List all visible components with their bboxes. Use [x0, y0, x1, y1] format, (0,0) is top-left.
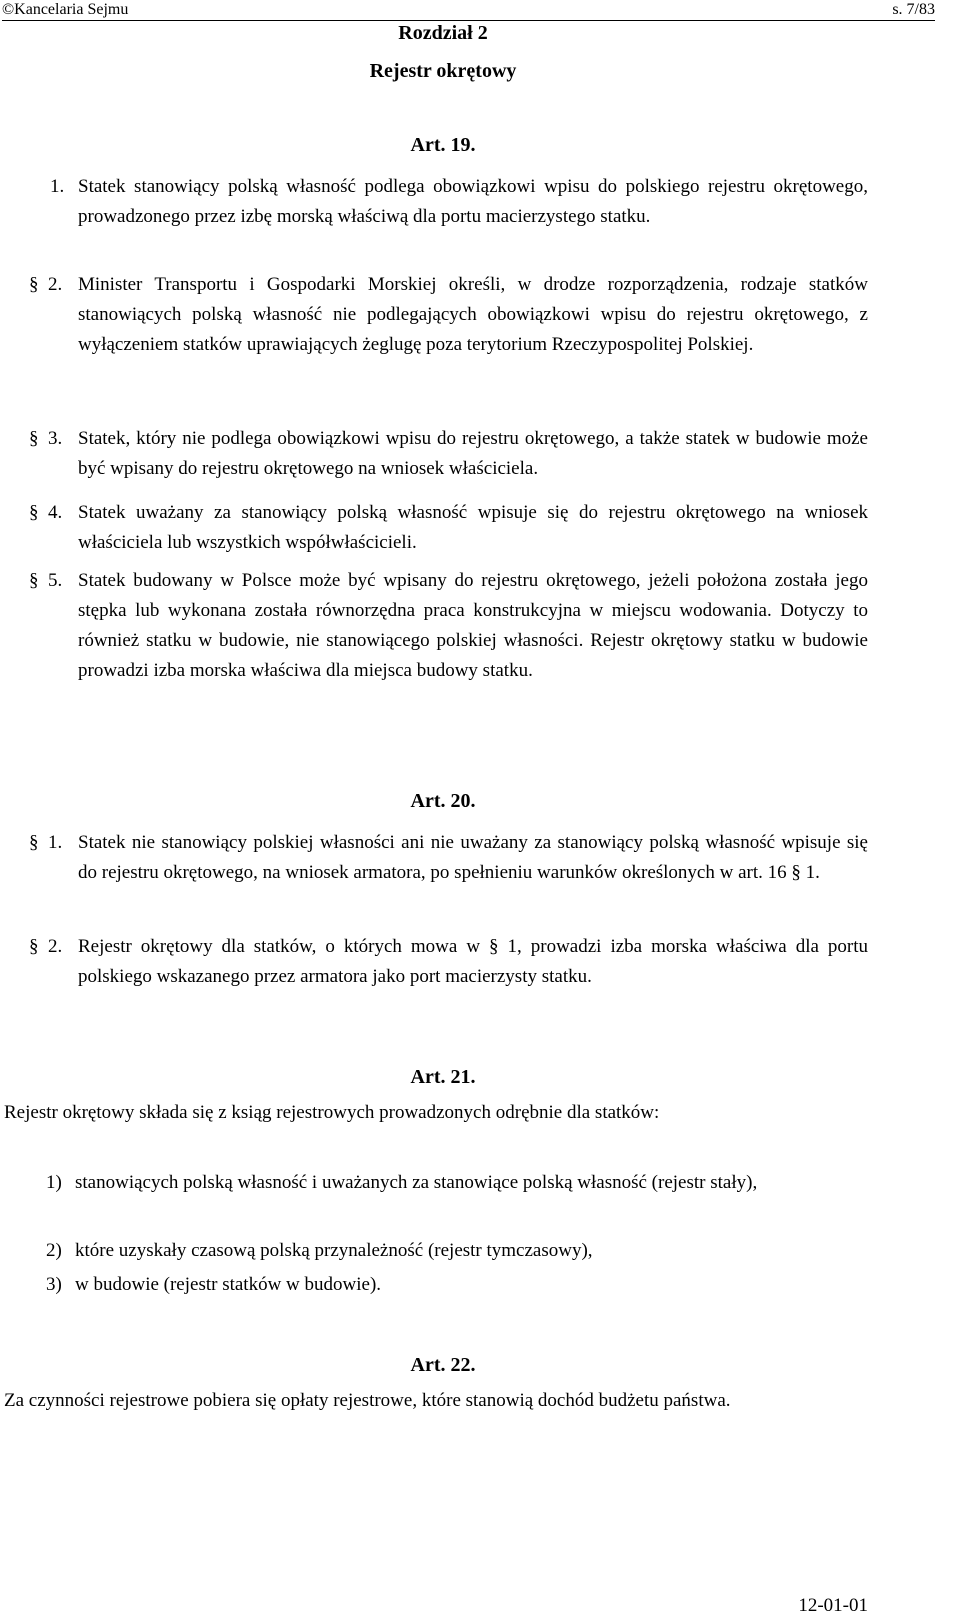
art22-text: Za czynności rejestrowe pobiera się opłaty rejestrowe, które stanowią dochód budżetu państwa.: [4, 1390, 731, 1411]
paragraph-number: 3.: [48, 428, 63, 449]
section-sign: §: [29, 502, 39, 523]
list-item-text: stanowiących polską własność i uważanych za stanowiące polską własność (rejestr stały),: [75, 1172, 758, 1193]
paragraph-number: 2.: [48, 936, 63, 957]
art19-par1: [0, 172, 868, 262]
paragraph-number: 4.: [48, 502, 63, 523]
list-item-number: 2): [46, 1240, 62, 1261]
article-20-heading: Art. 20.: [410, 790, 476, 812]
paragraph-number: 1.: [50, 176, 65, 197]
list-item-text: w budowie (rejestr statków w budowie).: [75, 1274, 382, 1295]
art20-par1: [29, 828, 868, 888]
paragraph-text: Statek nie stanowiący polskiej własności ani nie uważany za stanowiący polską własność wpisuje się do rejestru okrętowego, na wniosek armatora, po spełnieniu warunków określonych w art. 16 § 1.: [78, 832, 868, 883]
section-sign: §: [29, 936, 39, 957]
paragraph-number: 2.: [48, 274, 63, 295]
article-21-heading: Art. 21.: [410, 1066, 476, 1088]
paragraph-number: 5.: [48, 570, 63, 591]
art19-par4: [29, 498, 868, 558]
art21-intro: Rejestr okrętowy składa się z ksiąg rejestrowych prowadzonych odrębnie dla statków:: [4, 1102, 660, 1123]
paragraph-text: Rejestr okrętowy dla statków, o których mowa w § 1, prowadzi izba morska właściwa dla portu polskiego wskazanego przez armatora jako port macierzysty statku.: [78, 936, 868, 987]
article-22-heading: Art. 22.: [410, 1354, 476, 1376]
art20-par2: [29, 932, 868, 992]
paragraph-text: Statek stanowiący polską własność podlega obowiązkowi wpisu do polskiego rejestru okrętowego, prowadzonego przez izbę morską właściwą dla portu macierzystego statku.: [78, 176, 868, 227]
list-item: [46, 1168, 868, 1198]
page-header: [2, 0, 935, 21]
list-item: [46, 1270, 868, 1300]
paragraph-text: Minister Transportu i Gospodarki Morskiej określi, w drodze rozporządzenia, rodzaje statków stanowiących polską własność nie podlegających obowiązkowi wpisu do rejestru okrętowego, z wyłączeniem statków uprawiających żeglugę poza terytorium Rzeczypospolitej Polskiej.: [78, 274, 868, 355]
art19-par5: [29, 566, 868, 686]
art19-par2: [29, 270, 868, 360]
list-item-number: 1): [46, 1172, 62, 1193]
paragraph-text: Statek budowany w Polsce może być wpisany do rejestru okrętowego, jeżeli położona została jego stępka lub wykonana została równorzędna praca konstrukcyjna w miejscu wodowania. Dotyczy to również statku w budowie, nie stanowiącego polskiej własności. Rejestr okrętowy statku w budowie prowadzi izba morska właściwa dla miejsca budowy statku.: [78, 570, 868, 681]
art19-par3: [29, 424, 868, 484]
chapter-title: Rejestr okrętowy: [369, 60, 517, 82]
section-sign: §: [29, 832, 39, 853]
chapter-number: Rozdział 2: [398, 22, 488, 44]
paragraph-text: Statek uważany za stanowiący polską własność wpisuje się do rejestru okrętowego na wniosek właściciela lub wszystkich współwłaścicieli.: [78, 502, 868, 553]
article-19-heading: Art. 19.: [410, 134, 476, 156]
header-page-number: s. 7/83: [892, 1, 935, 18]
list-item: [46, 1236, 868, 1266]
section-sign: §: [29, 428, 39, 449]
list-item-number: 3): [46, 1274, 62, 1295]
paragraph-text: Statek, który nie podlega obowiązkowi wpisu do rejestru okrętowego, a także statek w budowie może być wpisany do rejestru okrętowego na wniosek właściciela.: [78, 428, 868, 479]
section-sign: §: [29, 570, 39, 591]
list-item-text: które uzyskały czasową polską przynależność (rejestr tymczasowy),: [75, 1240, 593, 1261]
header-source: ©Kancelaria Sejmu: [2, 1, 129, 18]
section-sign: §: [29, 274, 39, 295]
footer-date: 12-01-01: [798, 1595, 868, 1616]
paragraph-number: 1.: [48, 832, 63, 853]
